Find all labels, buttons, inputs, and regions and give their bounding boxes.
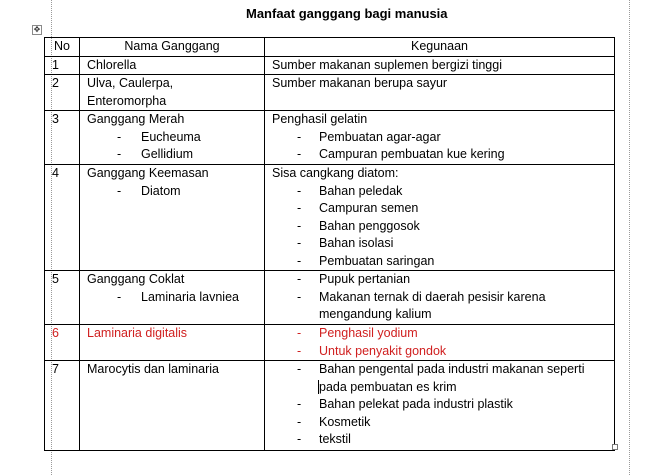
right-margin-guide — [629, 0, 630, 475]
usage-item-label: tekstil — [319, 432, 351, 446]
usage-item-label: Pembuatan agar-agar — [319, 129, 441, 144]
header-use: Kegunaan — [265, 38, 615, 57]
list-dash: - — [117, 147, 122, 161]
header-no: No — [45, 38, 80, 57]
list-dash: - — [297, 414, 302, 429]
usage-item — [272, 431, 614, 449]
usage-cell — [265, 325, 615, 361]
row-number: 4 — [45, 165, 80, 271]
algae-benefits-table — [44, 37, 615, 451]
usage-item — [272, 289, 614, 307]
table-row — [45, 325, 615, 361]
list-dash: - — [297, 218, 302, 233]
usage-cell — [265, 75, 615, 111]
algae-species-item — [87, 146, 264, 164]
usage-item-label: Bahan peledak — [319, 183, 403, 198]
list-dash: - — [297, 397, 302, 411]
list-dash: - — [297, 326, 302, 340]
algae-name-cell — [80, 56, 265, 75]
algae-name: Ganggang Coklat — [87, 272, 185, 286]
algae-species-item — [87, 183, 264, 201]
usage-item — [272, 361, 614, 379]
document-title: Manfaat ganggang bagi manusia — [246, 6, 448, 21]
row-number: 1 — [45, 56, 80, 75]
header-name: Nama Ganggang — [80, 38, 265, 57]
usage-cell — [265, 271, 615, 325]
algae-name-cell — [80, 361, 265, 451]
usage-cell — [265, 56, 615, 75]
usage-item-label: Bahan penggosok — [319, 218, 420, 233]
usage-item — [272, 414, 614, 432]
usage-item-continuation — [272, 306, 614, 324]
usage-item-label: Bahan isolasi — [319, 236, 394, 250]
usage-cell — [265, 111, 615, 165]
usage-item — [272, 325, 614, 343]
usage-continuation-text: mengandung kalium — [319, 307, 432, 321]
usage-item — [272, 343, 614, 361]
list-dash: - — [297, 432, 302, 446]
usage-cell — [265, 361, 615, 451]
usage-item-label: Bahan pengental pada industri makanan seperti — [319, 362, 585, 376]
usage-item — [272, 235, 614, 253]
algae-name-cell — [80, 325, 265, 361]
usage-item — [272, 271, 614, 289]
algae-species-label: Laminaria lavniea — [141, 289, 239, 304]
row-number: 3 — [45, 111, 80, 165]
usage-item — [272, 253, 614, 271]
usage-item-label: Pembuatan saringan — [319, 253, 435, 268]
usage-intro: Sisa cangkang diatom: — [272, 166, 399, 180]
usage-item-label: Makanan ternak di daerah pesisir karena — [319, 289, 546, 304]
usage-item — [272, 146, 614, 164]
list-dash: - — [297, 272, 302, 286]
table-row — [45, 75, 615, 111]
table-row — [45, 271, 615, 325]
usage-intro: Sumber makanan suplemen bergizi tinggi — [272, 57, 502, 72]
table-row — [45, 165, 615, 271]
algae-name: Marocytis dan laminaria — [87, 362, 219, 376]
list-dash: - — [117, 183, 122, 198]
usage-item-continuation — [272, 379, 614, 397]
algae-species-label: Gellidium — [141, 147, 194, 161]
table-header-row — [45, 38, 615, 57]
algae-name-cell — [80, 111, 265, 165]
usage-item — [272, 129, 614, 147]
usage-item — [272, 218, 614, 236]
table-resize-handle[interactable] — [612, 444, 618, 450]
list-dash: - — [117, 129, 122, 144]
algae-name: Ulva, Caulerpa, — [87, 76, 174, 90]
usage-intro: Sumber makanan berupa sayur — [272, 76, 448, 90]
usage-continuation-text: pada pembuatan es krim — [319, 379, 457, 394]
usage-cell — [265, 165, 615, 271]
algae-name-line2: Enteromorpha — [87, 93, 167, 108]
usage-item-label: Campuran pembuatan kue kering — [319, 147, 505, 161]
usage-item — [272, 200, 614, 218]
list-dash: - — [297, 147, 302, 161]
table-row — [45, 111, 615, 165]
usage-item-label: Kosmetik — [319, 414, 371, 429]
algae-name-cell — [80, 165, 265, 271]
algae-name: Ganggang Merah — [87, 112, 185, 126]
list-dash: - — [117, 289, 122, 304]
list-dash: - — [297, 129, 302, 144]
list-dash: - — [297, 343, 302, 358]
row-number: 7 — [45, 361, 80, 451]
table-move-handle-icon[interactable]: ✥ — [33, 25, 41, 34]
algae-species-label: Diatom — [141, 183, 181, 198]
list-dash: - — [297, 183, 302, 198]
algae-name-cell — [80, 75, 265, 111]
usage-item-label: Bahan pelekat pada industri plastik — [319, 397, 513, 411]
row-number: 2 — [45, 75, 80, 111]
algae-species-label: Eucheuma — [141, 129, 201, 144]
row-number: 6 — [45, 325, 80, 361]
algae-species-item — [87, 289, 264, 307]
algae-species-item — [87, 129, 264, 147]
list-dash: - — [297, 289, 302, 304]
algae-name-cell — [80, 271, 265, 325]
usage-item-label: Penghasil yodium — [319, 326, 418, 340]
algae-name: Laminaria digitalis — [87, 326, 188, 340]
algae-name: Chlorella — [87, 57, 137, 72]
table-row — [45, 56, 615, 75]
usage-item — [272, 396, 614, 414]
list-dash: - — [297, 201, 302, 215]
row-number: 5 — [45, 271, 80, 325]
usage-item-label: Pupuk pertanian — [319, 272, 411, 286]
list-dash: - — [297, 362, 302, 376]
algae-name: Ganggang Keemasan — [87, 166, 209, 180]
usage-item — [272, 183, 614, 201]
usage-intro: Penghasil gelatin — [272, 112, 368, 126]
list-dash: - — [297, 253, 302, 268]
table-row — [45, 361, 615, 451]
usage-item-label: Untuk penyakit gondok — [319, 343, 447, 358]
list-dash: - — [297, 236, 302, 250]
usage-item-label: Campuran semen — [319, 201, 419, 215]
